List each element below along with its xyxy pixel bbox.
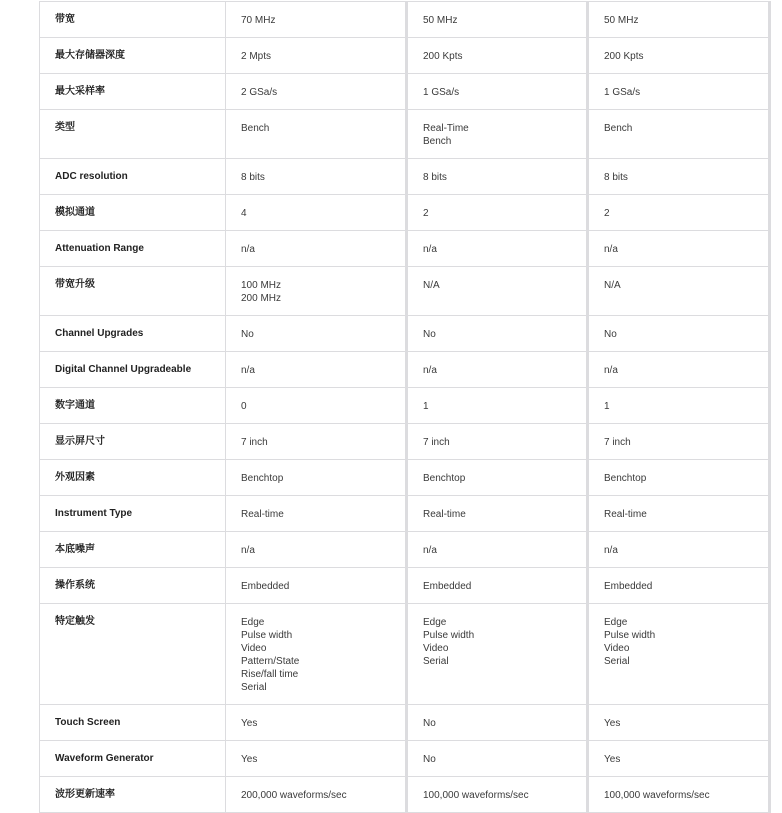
spec-value-line: n/a [423,244,437,255]
spec-value-line: 1 GSa/s [604,87,641,98]
spec-value-model-3 [588,532,770,568]
table-row [40,159,770,195]
spec-label: Digital Channel Upgradeable [40,352,226,388]
spec-value-line: n/a [241,365,255,376]
spec-value-line: Serial [241,682,267,693]
spec-value-line: n/a [423,365,437,376]
spec-label: 带宽 [40,2,226,38]
spec-value-line: Video [604,643,630,654]
spec-value-line: 0 [241,401,247,412]
spec-value-line: 50 MHz [604,15,639,26]
spec-value-line: 1 [604,401,610,412]
table-row [40,568,770,604]
spec-label: 数字通道 [40,388,226,424]
spec-value-line: Embedded [604,581,653,592]
spec-value-line: n/a [604,545,618,556]
spec-value-model-3 [588,741,770,777]
spec-value-model-1 [226,352,407,388]
spec-label: 操作系统 [40,568,226,604]
spec-value-line: N/A [423,280,440,291]
spec-value-line: Yes [604,754,621,765]
spec-label: Waveform Generator [40,741,226,777]
spec-value-model-2 [407,159,588,195]
spec-value-model-1 [226,159,407,195]
spec-value-line: Bench [423,136,452,147]
spec-value-line: Video [423,643,449,654]
table-row [40,74,770,110]
spec-label: ADC resolution [40,159,226,195]
table-row [40,2,770,38]
table-row [40,110,770,159]
spec-value-line: Rise/fall time [241,669,299,680]
spec-label: Touch Screen [40,705,226,741]
spec-value-line: 4 [241,208,247,219]
spec-label: Attenuation Range [40,231,226,267]
table-row [40,604,770,705]
spec-value-model-3 [588,604,770,705]
spec-value-model-2 [407,267,588,316]
spec-label: 显示屏尺寸 [40,424,226,460]
spec-value-model-1 [226,388,407,424]
spec-value-line: 7 inch [604,437,631,448]
table-row [40,741,770,777]
spec-value-model-3 [588,460,770,496]
spec-value-model-2 [407,38,588,74]
spec-value-line: 2 Mpts [241,51,272,62]
spec-value-line: n/a [604,365,618,376]
spec-value-model-1 [226,460,407,496]
spec-value-line: 1 [423,401,429,412]
spec-value-model-3 [588,496,770,532]
spec-value-line: 50 MHz [423,15,458,26]
spec-label: Instrument Type [40,496,226,532]
table-row [40,195,770,231]
table-row [40,352,770,388]
spec-label: 特定触发 [40,604,226,705]
spec-value-model-1 [226,267,407,316]
spec-value-model-1 [226,74,407,110]
spec-value-model-3 [588,267,770,316]
spec-value-model-2 [407,604,588,705]
spec-value-line: 7 inch [423,437,450,448]
spec-value-line: 2 GSa/s [241,87,278,98]
spec-value-model-1 [226,705,407,741]
spec-value-line: Serial [604,656,630,667]
spec-label: Channel Upgrades [40,316,226,352]
table-row [40,424,770,460]
table-row [40,460,770,496]
spec-label: 最大采样率 [40,74,226,110]
spec-value-line: N/A [604,280,621,291]
spec-value-line: Real-Time [423,123,469,134]
spec-label: 外观因素 [40,460,226,496]
spec-value-model-2 [407,388,588,424]
spec-value-model-3 [588,159,770,195]
spec-value-line: Edge [241,617,265,628]
spec-value-line: Bench [604,123,633,134]
spec-value-line: Benchtop [241,473,284,484]
spec-value-line: 200 Kpts [423,51,463,62]
spec-value-line: 100,000 waveforms/sec [604,790,710,801]
spec-value-line: Pulse width [423,630,475,641]
spec-value-model-3 [588,195,770,231]
spec-value-line: 2 [604,208,610,219]
table-row [40,532,770,568]
spec-value-line: Edge [604,617,628,628]
spec-value-line: Serial [423,656,449,667]
spec-value-line: No [423,718,436,729]
spec-label: 波形更新速率 [40,777,226,813]
spec-label: 类型 [40,110,226,159]
spec-comparison-table [39,1,771,813]
spec-value-line: Bench [241,123,270,134]
table-row [40,705,770,741]
spec-value-line: 1 GSa/s [423,87,460,98]
spec-value-line: Benchtop [604,473,647,484]
spec-value-model-3 [588,777,770,813]
spec-value-model-1 [226,2,407,38]
spec-value-line: Benchtop [423,473,466,484]
spec-value-line: 7 inch [241,437,268,448]
spec-value-model-3 [588,568,770,604]
spec-value-line: 8 bits [241,172,265,183]
spec-value-model-3 [588,74,770,110]
table-row [40,38,770,74]
spec-value-line: 200 Kpts [604,51,644,62]
spec-value-line: 8 bits [423,172,447,183]
spec-value-line: 200 MHz [241,293,282,304]
spec-value-model-1 [226,777,407,813]
spec-value-line: Pulse width [241,630,293,641]
spec-value-line: Pattern/State [241,656,300,667]
spec-value-line: n/a [604,244,618,255]
table-row [40,231,770,267]
spec-value-model-2 [407,352,588,388]
table-row [40,316,770,352]
spec-value-line: Yes [241,718,258,729]
spec-value-model-1 [226,532,407,568]
spec-value-model-2 [407,496,588,532]
table-row [40,267,770,316]
spec-value-model-2 [407,532,588,568]
spec-value-line: No [241,329,254,340]
spec-value-line: Embedded [241,581,290,592]
spec-value-model-3 [588,316,770,352]
spec-value-line: Real-time [241,509,284,520]
spec-value-model-2 [407,74,588,110]
spec-value-line: 8 bits [604,172,628,183]
spec-value-line: Video [241,643,267,654]
spec-label: 带宽升级 [40,267,226,316]
spec-value-model-1 [226,38,407,74]
spec-value-model-1 [226,316,407,352]
spec-value-line: 100 MHz [241,280,282,291]
spec-value-line: Embedded [423,581,472,592]
spec-value-line: Real-time [604,509,647,520]
spec-value-line: 70 MHz [241,15,276,26]
spec-value-model-2 [407,2,588,38]
spec-value-model-1 [226,741,407,777]
spec-value-line: No [423,329,436,340]
spec-value-model-3 [588,424,770,460]
spec-value-line: Yes [241,754,258,765]
spec-value-line: Yes [604,718,621,729]
spec-value-model-1 [226,195,407,231]
spec-value-model-3 [588,231,770,267]
spec-value-model-1 [226,604,407,705]
spec-value-model-3 [588,110,770,159]
spec-label: 最大存储器深度 [40,38,226,74]
spec-value-line: n/a [423,545,437,556]
spec-label: 本底噪声 [40,532,226,568]
spec-value-line: n/a [241,545,255,556]
spec-value-model-1 [226,424,407,460]
spec-table-body [40,2,770,813]
spec-value-model-2 [407,777,588,813]
spec-value-line: 200,000 waveforms/sec [241,790,347,801]
spec-value-model-2 [407,705,588,741]
spec-value-model-2 [407,460,588,496]
spec-value-line: Real-time [423,509,466,520]
spec-value-model-2 [407,568,588,604]
spec-value-model-1 [226,110,407,159]
spec-value-model-2 [407,424,588,460]
spec-value-line: n/a [241,244,255,255]
spec-value-model-1 [226,496,407,532]
spec-value-line: No [423,754,436,765]
spec-value-model-2 [407,110,588,159]
spec-value-model-3 [588,38,770,74]
spec-value-model-2 [407,195,588,231]
spec-value-line: 2 [423,208,429,219]
spec-value-model-3 [588,2,770,38]
spec-value-model-3 [588,388,770,424]
spec-value-model-3 [588,705,770,741]
spec-value-line: Pulse width [604,630,656,641]
spec-value-model-3 [588,352,770,388]
spec-value-model-2 [407,741,588,777]
spec-value-model-1 [226,231,407,267]
spec-value-model-2 [407,316,588,352]
spec-value-model-1 [226,568,407,604]
spec-label: 模拟通道 [40,195,226,231]
table-row [40,777,770,813]
spec-value-line: Edge [423,617,447,628]
table-row [40,388,770,424]
table-row [40,496,770,532]
spec-value-line: 100,000 waveforms/sec [423,790,529,801]
spec-value-line: No [604,329,617,340]
spec-value-model-2 [407,231,588,267]
